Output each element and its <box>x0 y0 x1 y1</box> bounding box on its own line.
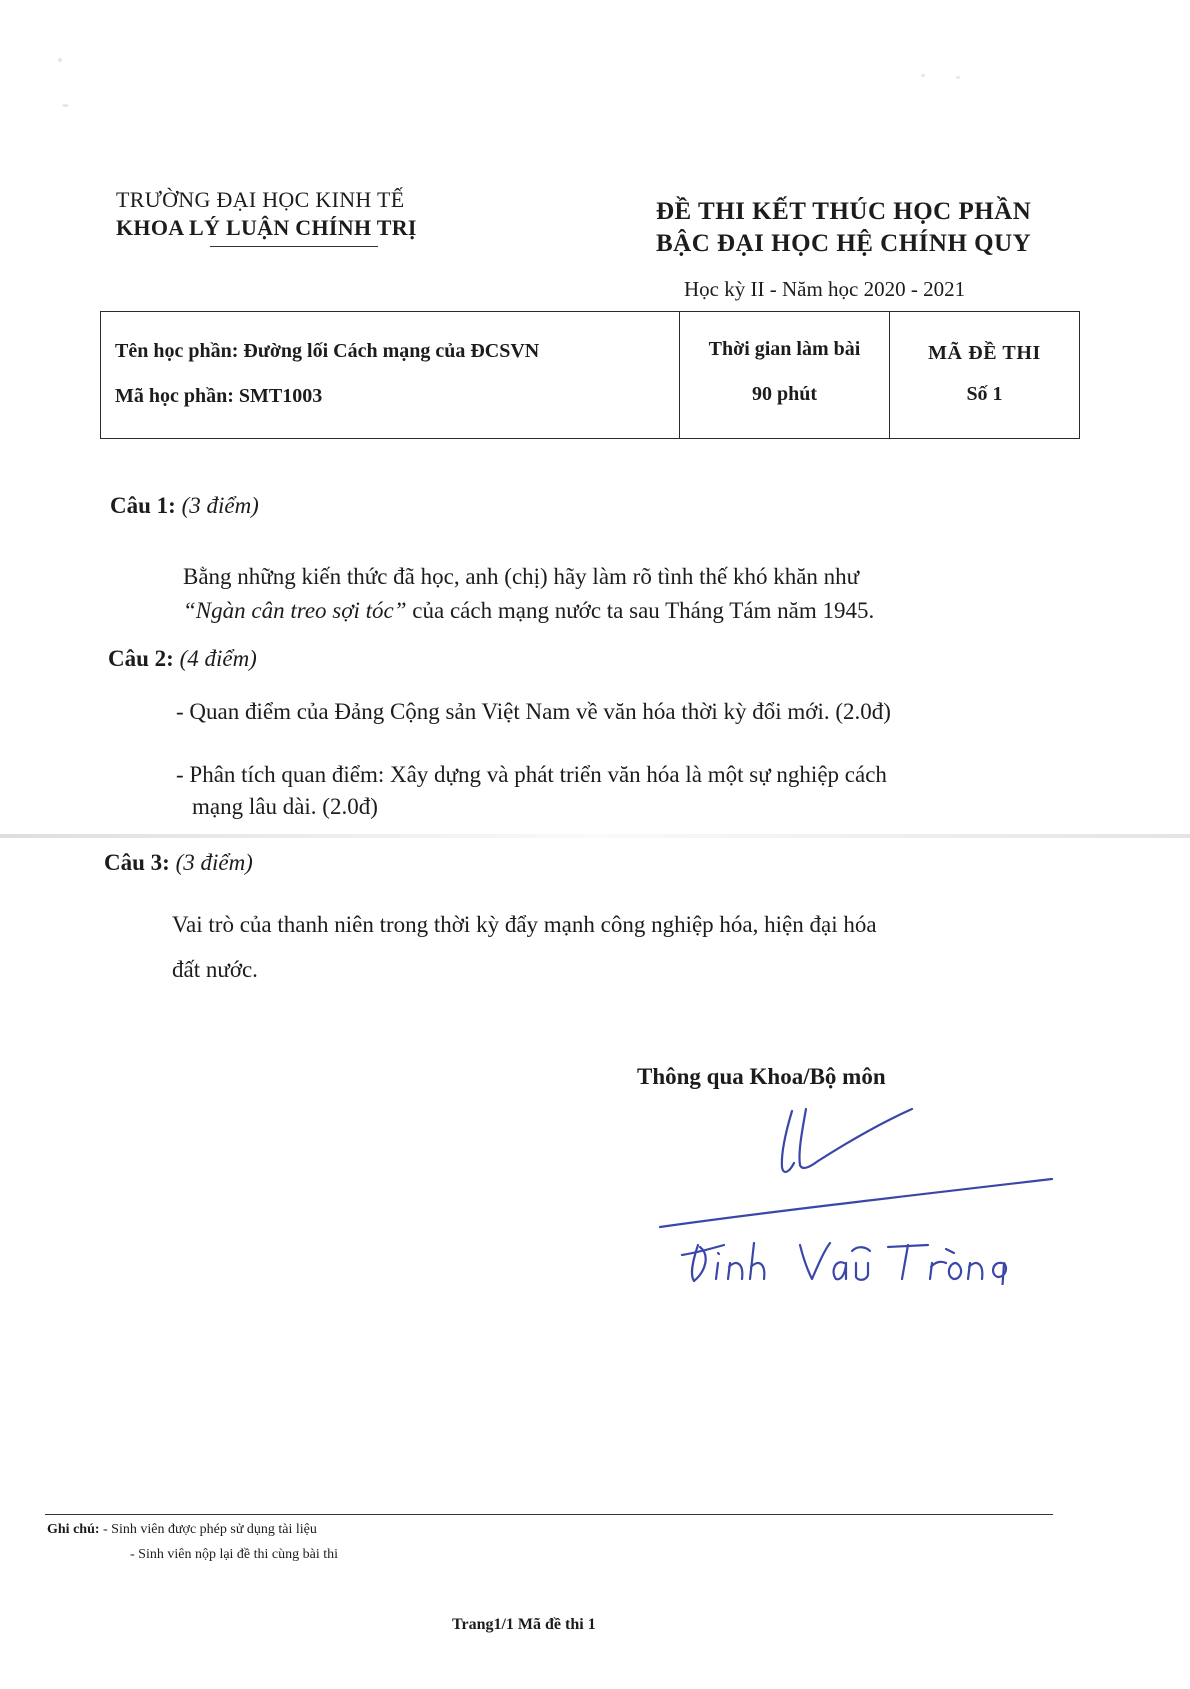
question-3-text-line-2: đất nước. <box>172 957 258 982</box>
scan-speck <box>62 104 69 107</box>
scan-speck <box>58 58 62 62</box>
question-1-text-line-1: Bằng những kiến thức đã học, anh (chị) hãy làm rõ tình thế khó khăn như <box>183 564 860 589</box>
approval-label: Thông qua Khoa/Bộ môn <box>637 1064 886 1089</box>
course-cell <box>101 312 679 438</box>
footer-note-line-1 <box>47 1522 317 1538</box>
scan-speck <box>956 76 960 79</box>
footer-divider <box>45 1514 1053 1515</box>
question-2-item-2-line-1: - Phân tích quan điểm: Xây dựng và phát triển văn hóa là một sự nghiệp cách <box>176 762 887 787</box>
question-1-text-line-2 <box>183 598 874 624</box>
exam-code-label: MÃ ĐỀ THI <box>928 342 1041 364</box>
university-name: TRƯỜNG ĐẠI HỌC KINH TẾ <box>116 187 405 212</box>
time-cell <box>679 312 889 438</box>
question-2-points: (4 điểm) <box>179 646 257 671</box>
course-name: Tên học phần: Đường lối Cách mạng của ĐCSVN <box>115 340 540 362</box>
footer-note-2: - Sinh viên nộp lại đề thi cùng bài thi <box>130 1547 339 1562</box>
footer-note-label: Ghi chú: <box>47 1522 100 1537</box>
exam-level: BẬC ĐẠI HỌC HỆ CHÍNH QUY <box>656 230 1032 257</box>
exam-title: ĐỀ THI KẾT THÚC HỌC PHẦN <box>656 198 1032 225</box>
exam-code-cell <box>889 312 1079 438</box>
faculty-underline <box>210 246 378 247</box>
scan-speck <box>921 74 925 77</box>
question-3-label: Câu 3: <box>104 850 170 875</box>
question-1-points: (3 điểm) <box>181 493 259 518</box>
semester-line: Học kỳ II - Năm học 2020 - 2021 <box>684 277 966 301</box>
scan-streak <box>0 834 1190 838</box>
time-label: Thời gian làm bài <box>708 338 861 360</box>
question-2-label: Câu 2: <box>108 646 174 671</box>
course-code: Mã học phần: SMT1003 <box>115 385 323 407</box>
question-1-heading <box>110 493 259 519</box>
question-2-item-1: - Quan điểm của Đảng Cộng sản Việt Nam về văn hóa thời kỳ đổi mới. (2.0đ) <box>176 699 891 724</box>
page-number: Trang1/1 Mã đề thi 1 <box>452 1616 596 1633</box>
question-3-points: (3 điểm) <box>175 850 253 875</box>
question-2-item-2-line-2: mạng lâu dài. (2.0đ) <box>192 794 378 819</box>
course-info-table <box>100 311 1080 439</box>
question-2-heading <box>108 646 257 672</box>
question-1-label: Câu 1: <box>110 493 176 518</box>
footer-note-1: - Sinh viên được phép sử dụng tài liệu <box>99 1522 317 1537</box>
question-1-text-rest: của cách mạng nước ta sau Tháng Tám năm 1945. <box>406 598 875 623</box>
question-3-heading <box>104 850 253 876</box>
question-1-quote: “Ngàn cân treo sợi tóc” <box>183 598 407 623</box>
exam-code-value: Số 1 <box>966 383 1003 405</box>
faculty-name: KHOA LÝ LUẬN CHÍNH TRỊ <box>116 215 417 240</box>
handwritten-signature <box>640 1095 1060 1285</box>
question-3-text-line-1: Vai trò của thanh niên trong thời kỳ đẩy mạnh công nghiệp hóa, hiện đại hóa <box>172 912 877 937</box>
time-value: 90 phút <box>751 383 818 405</box>
